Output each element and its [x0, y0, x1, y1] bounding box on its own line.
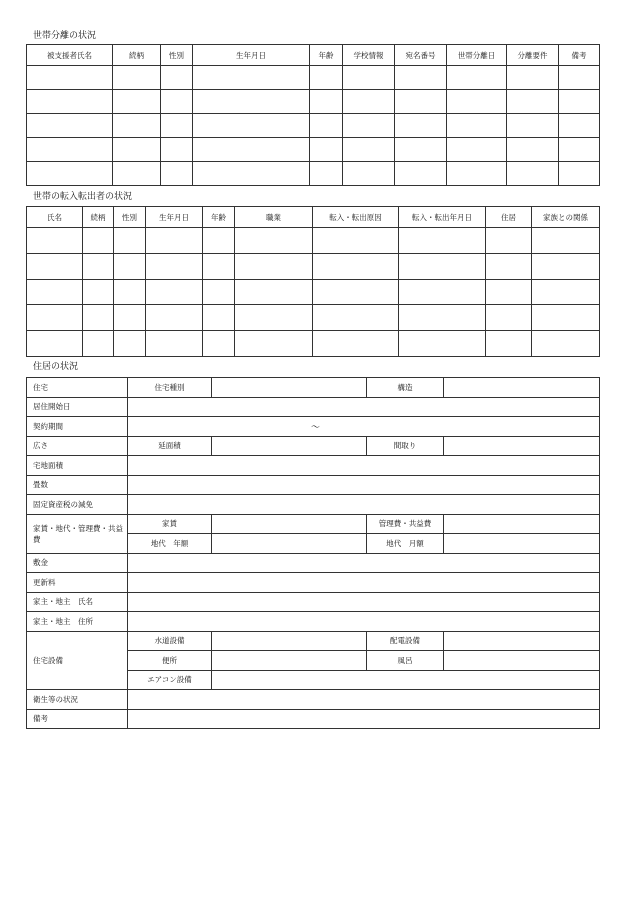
move-in-out-cell[interactable]	[146, 228, 203, 254]
household-separation-row	[27, 138, 600, 162]
move-in-out-cell[interactable]	[532, 279, 600, 305]
field-ground-rent-year[interactable]	[212, 534, 367, 554]
move-in-out-cell[interactable]	[399, 228, 486, 254]
header-gender: 性別	[114, 207, 146, 228]
field-bath[interactable]	[444, 651, 600, 671]
household-separation-cell[interactable]	[27, 66, 113, 90]
household-separation-cell[interactable]	[343, 138, 395, 162]
household-separation-cell[interactable]	[113, 90, 161, 114]
move-in-out-cell[interactable]	[146, 305, 203, 331]
household-separation-cell[interactable]	[507, 138, 559, 162]
household-separation-cell[interactable]	[559, 114, 600, 138]
move-in-out-cell[interactable]	[235, 305, 313, 331]
move-in-out-cell[interactable]	[83, 253, 114, 279]
label-residence-start: 居住開始日	[27, 397, 128, 417]
move-in-out-cell[interactable]	[399, 279, 486, 305]
household-separation-cell[interactable]	[343, 66, 395, 90]
household-separation-cell[interactable]	[447, 90, 507, 114]
household-separation-cell[interactable]	[161, 162, 193, 186]
household-separation-cell[interactable]	[113, 114, 161, 138]
label-rent: 家賃	[128, 514, 212, 534]
household-separation-row	[27, 66, 600, 90]
label-mgmt-fee: 管理費・共益費	[367, 514, 444, 534]
label-renewal-fee: 更新料	[27, 573, 128, 593]
move-in-out-cell[interactable]	[532, 253, 600, 279]
move-in-out-cell[interactable]	[399, 305, 486, 331]
label-deposit: 敷金	[27, 553, 128, 573]
move-in-out-cell[interactable]	[203, 253, 235, 279]
household-separation-row	[27, 114, 600, 138]
label-layout: 間取り	[367, 436, 444, 456]
move-in-out-cell[interactable]	[83, 228, 114, 254]
household-separation-cell[interactable]	[310, 138, 343, 162]
field-residence-start[interactable]	[128, 397, 600, 417]
household-separation-cell[interactable]	[507, 162, 559, 186]
household-separation-table	[26, 44, 600, 186]
header-supported-person-name: 被支援者氏名	[27, 45, 113, 66]
household-separation-cell[interactable]	[395, 114, 447, 138]
header-residence: 住居	[486, 207, 532, 228]
field-tatami[interactable]	[128, 475, 600, 495]
label-housing-type: 住宅種別	[128, 378, 212, 398]
move-in-out-row	[27, 305, 600, 331]
household-separation-cell[interactable]	[161, 66, 193, 90]
household-separation-cell[interactable]	[193, 90, 310, 114]
move-in-out-cell[interactable]	[83, 279, 114, 305]
label-facilities: 住宅設備	[27, 631, 128, 690]
header-birthdate: 生年月日	[146, 207, 203, 228]
move-in-out-cell[interactable]	[27, 228, 83, 254]
move-in-out-cell[interactable]	[486, 331, 532, 357]
field-electric[interactable]	[444, 631, 600, 651]
label-floor-area: 延面積	[128, 436, 212, 456]
move-in-out-cell[interactable]	[313, 253, 399, 279]
label-owner-name: 家主・地主 氏名	[27, 592, 128, 612]
move-in-out-cell[interactable]	[313, 331, 399, 357]
header-address-number: 宛名番号	[395, 45, 447, 66]
household-separation-cell[interactable]	[27, 114, 113, 138]
header-separation-date: 世帯分離日	[447, 45, 507, 66]
header-separation-requirement: 分離要件	[507, 45, 559, 66]
header-age: 年齢	[310, 45, 343, 66]
header-move-reason: 転入・転出原因	[313, 207, 399, 228]
field-renewal-fee[interactable]	[128, 573, 600, 593]
move-in-out-cell[interactable]	[146, 279, 203, 305]
move-in-out-cell[interactable]	[235, 331, 313, 357]
field-ground-rent-month[interactable]	[444, 534, 600, 554]
household-separation-cell[interactable]	[507, 114, 559, 138]
label-tatami: 畳数	[27, 475, 128, 495]
household-separation-cell[interactable]	[559, 162, 600, 186]
header-remarks: 備考	[559, 45, 600, 66]
label-remarks: 備考	[27, 709, 128, 729]
move-in-out-row	[27, 331, 600, 357]
household-separation-cell[interactable]	[395, 66, 447, 90]
household-separation-cell[interactable]	[559, 138, 600, 162]
label-land-area: 宅地面積	[27, 456, 128, 476]
household-separation-cell[interactable]	[113, 138, 161, 162]
household-separation-cell[interactable]	[113, 162, 161, 186]
field-toilet[interactable]	[212, 651, 367, 671]
field-floor-area[interactable]	[212, 436, 367, 456]
header-relationship: 続柄	[113, 45, 161, 66]
household-separation-cell[interactable]	[161, 114, 193, 138]
move-in-out-cell[interactable]	[235, 228, 313, 254]
label-water: 水道設備	[128, 631, 212, 651]
label-owner-address: 家主・地主 住所	[27, 612, 128, 632]
move-in-out-cell[interactable]	[313, 305, 399, 331]
field-deposit[interactable]	[128, 553, 600, 573]
move-in-out-row	[27, 253, 600, 279]
label-hygiene: 衛生等の状況	[27, 690, 128, 710]
field-water[interactable]	[212, 631, 367, 651]
household-separation-cell[interactable]	[447, 66, 507, 90]
field-hygiene[interactable]	[128, 690, 600, 710]
household-separation-cell[interactable]	[343, 114, 395, 138]
household-separation-cell[interactable]	[447, 114, 507, 138]
move-in-out-row	[27, 279, 600, 305]
household-separation-cell[interactable]	[507, 66, 559, 90]
header-name: 氏名	[27, 207, 83, 228]
household-separation-cell[interactable]	[343, 90, 395, 114]
move-in-out-cell[interactable]	[313, 279, 399, 305]
move-in-out-cell[interactable]	[203, 228, 235, 254]
move-in-out-cell[interactable]	[486, 279, 532, 305]
header-gender: 性別	[161, 45, 193, 66]
household-separation-cell[interactable]	[27, 90, 113, 114]
household-separation-row	[27, 162, 600, 186]
label-property-tax-reduction: 固定資産税の減免	[27, 495, 128, 515]
field-land-area[interactable]	[128, 456, 600, 476]
section-title-household-separation: 世帯分離の状況	[33, 31, 97, 41]
field-remarks[interactable]	[128, 709, 600, 729]
label-ground-rent-month: 地代 月額	[367, 534, 444, 554]
household-separation-cell[interactable]	[310, 66, 343, 90]
label-area: 広さ	[27, 436, 128, 456]
header-birthdate: 生年月日	[193, 45, 310, 66]
header-move-date: 転入・転出年月日	[399, 207, 486, 228]
move-in-out-cell[interactable]	[203, 279, 235, 305]
move-in-out-cell[interactable]	[532, 331, 600, 357]
field-aircon[interactable]	[212, 670, 600, 690]
move-in-out-cell[interactable]	[486, 305, 532, 331]
move-in-out-cell[interactable]	[114, 228, 146, 254]
household-separation-cell[interactable]	[343, 162, 395, 186]
household-separation-cell[interactable]	[27, 138, 113, 162]
household-separation-cell[interactable]	[161, 90, 193, 114]
household-separation-cell[interactable]	[395, 90, 447, 114]
household-separation-cell[interactable]	[161, 138, 193, 162]
household-separation-cell[interactable]	[310, 162, 343, 186]
household-separation-cell[interactable]	[395, 138, 447, 162]
field-property-tax-reduction[interactable]	[128, 495, 600, 515]
field-rent[interactable]	[212, 514, 367, 534]
household-separation-row	[27, 90, 600, 114]
label-electric: 配電設備	[367, 631, 444, 651]
move-in-out-cell[interactable]	[83, 331, 114, 357]
move-in-out-cell[interactable]	[146, 253, 203, 279]
move-in-out-cell[interactable]	[399, 331, 486, 357]
move-in-out-cell[interactable]	[114, 305, 146, 331]
household-separation-cell[interactable]	[395, 162, 447, 186]
housing-table	[26, 377, 600, 729]
header-age: 年齢	[203, 207, 235, 228]
label-contract-period: 契約期間	[27, 417, 128, 437]
section-title-move-in-out: 世帯の転入転出者の状況	[33, 192, 133, 202]
label-bath: 風呂	[367, 651, 444, 671]
move-in-out-cell[interactable]	[83, 305, 114, 331]
move-in-out-row	[27, 228, 600, 254]
header-occupation: 職業	[235, 207, 313, 228]
move-in-out-cell[interactable]	[399, 253, 486, 279]
move-in-out-cell[interactable]	[27, 253, 83, 279]
household-separation-cell[interactable]	[193, 162, 310, 186]
field-mgmt-fee[interactable]	[444, 514, 600, 534]
move-in-out-table	[26, 206, 600, 357]
household-separation-cell[interactable]	[507, 90, 559, 114]
move-in-out-cell[interactable]	[486, 253, 532, 279]
household-separation-cell[interactable]	[193, 66, 310, 90]
household-separation-cell[interactable]	[27, 162, 113, 186]
move-in-out-cell[interactable]	[203, 331, 235, 357]
section-title-housing: 住居の状況	[33, 362, 79, 372]
move-in-out-cell[interactable]	[313, 228, 399, 254]
field-structure[interactable]	[444, 378, 600, 398]
label-rent-costs: 家賃・地代・管理費・共益費	[27, 514, 128, 553]
label-ground-rent-year: 地代 年額	[128, 534, 212, 554]
household-separation-cell[interactable]	[447, 162, 507, 186]
header-family-relation: 家族との関係	[532, 207, 600, 228]
household-separation-cell[interactable]	[447, 138, 507, 162]
household-separation-cell[interactable]	[310, 90, 343, 114]
header-relationship: 続柄	[83, 207, 114, 228]
move-in-out-cell[interactable]	[114, 279, 146, 305]
household-separation-cell[interactable]	[310, 114, 343, 138]
household-separation-cell[interactable]	[193, 114, 310, 138]
label-aircon: エアコン設備	[128, 670, 212, 690]
field-owner-name[interactable]	[128, 592, 600, 612]
move-in-out-cell[interactable]	[486, 228, 532, 254]
label-structure: 構造	[367, 378, 444, 398]
move-in-out-cell[interactable]	[27, 305, 83, 331]
move-in-out-cell[interactable]	[532, 305, 600, 331]
move-in-out-cell[interactable]	[203, 305, 235, 331]
move-in-out-cell[interactable]	[27, 279, 83, 305]
move-in-out-cell[interactable]	[532, 228, 600, 254]
label-housing: 住宅	[27, 378, 128, 398]
move-in-out-cell[interactable]	[146, 331, 203, 357]
header-school-info: 学校情報	[343, 45, 395, 66]
household-separation-cell[interactable]	[193, 138, 310, 162]
move-in-out-cell[interactable]	[235, 279, 313, 305]
label-toilet: 便所	[128, 651, 212, 671]
household-separation-cell[interactable]	[113, 66, 161, 90]
field-layout[interactable]	[444, 436, 600, 456]
household-separation-cell[interactable]	[559, 66, 600, 90]
field-contract-period[interactable]	[128, 417, 600, 437]
field-housing-type[interactable]	[212, 378, 367, 398]
move-in-out-cell[interactable]	[114, 253, 146, 279]
move-in-out-cell[interactable]	[114, 331, 146, 357]
tilde-separator: ～	[310, 422, 320, 433]
household-separation-cell[interactable]	[559, 90, 600, 114]
move-in-out-cell[interactable]	[27, 331, 83, 357]
move-in-out-cell[interactable]	[235, 253, 313, 279]
field-owner-address[interactable]	[128, 612, 600, 632]
